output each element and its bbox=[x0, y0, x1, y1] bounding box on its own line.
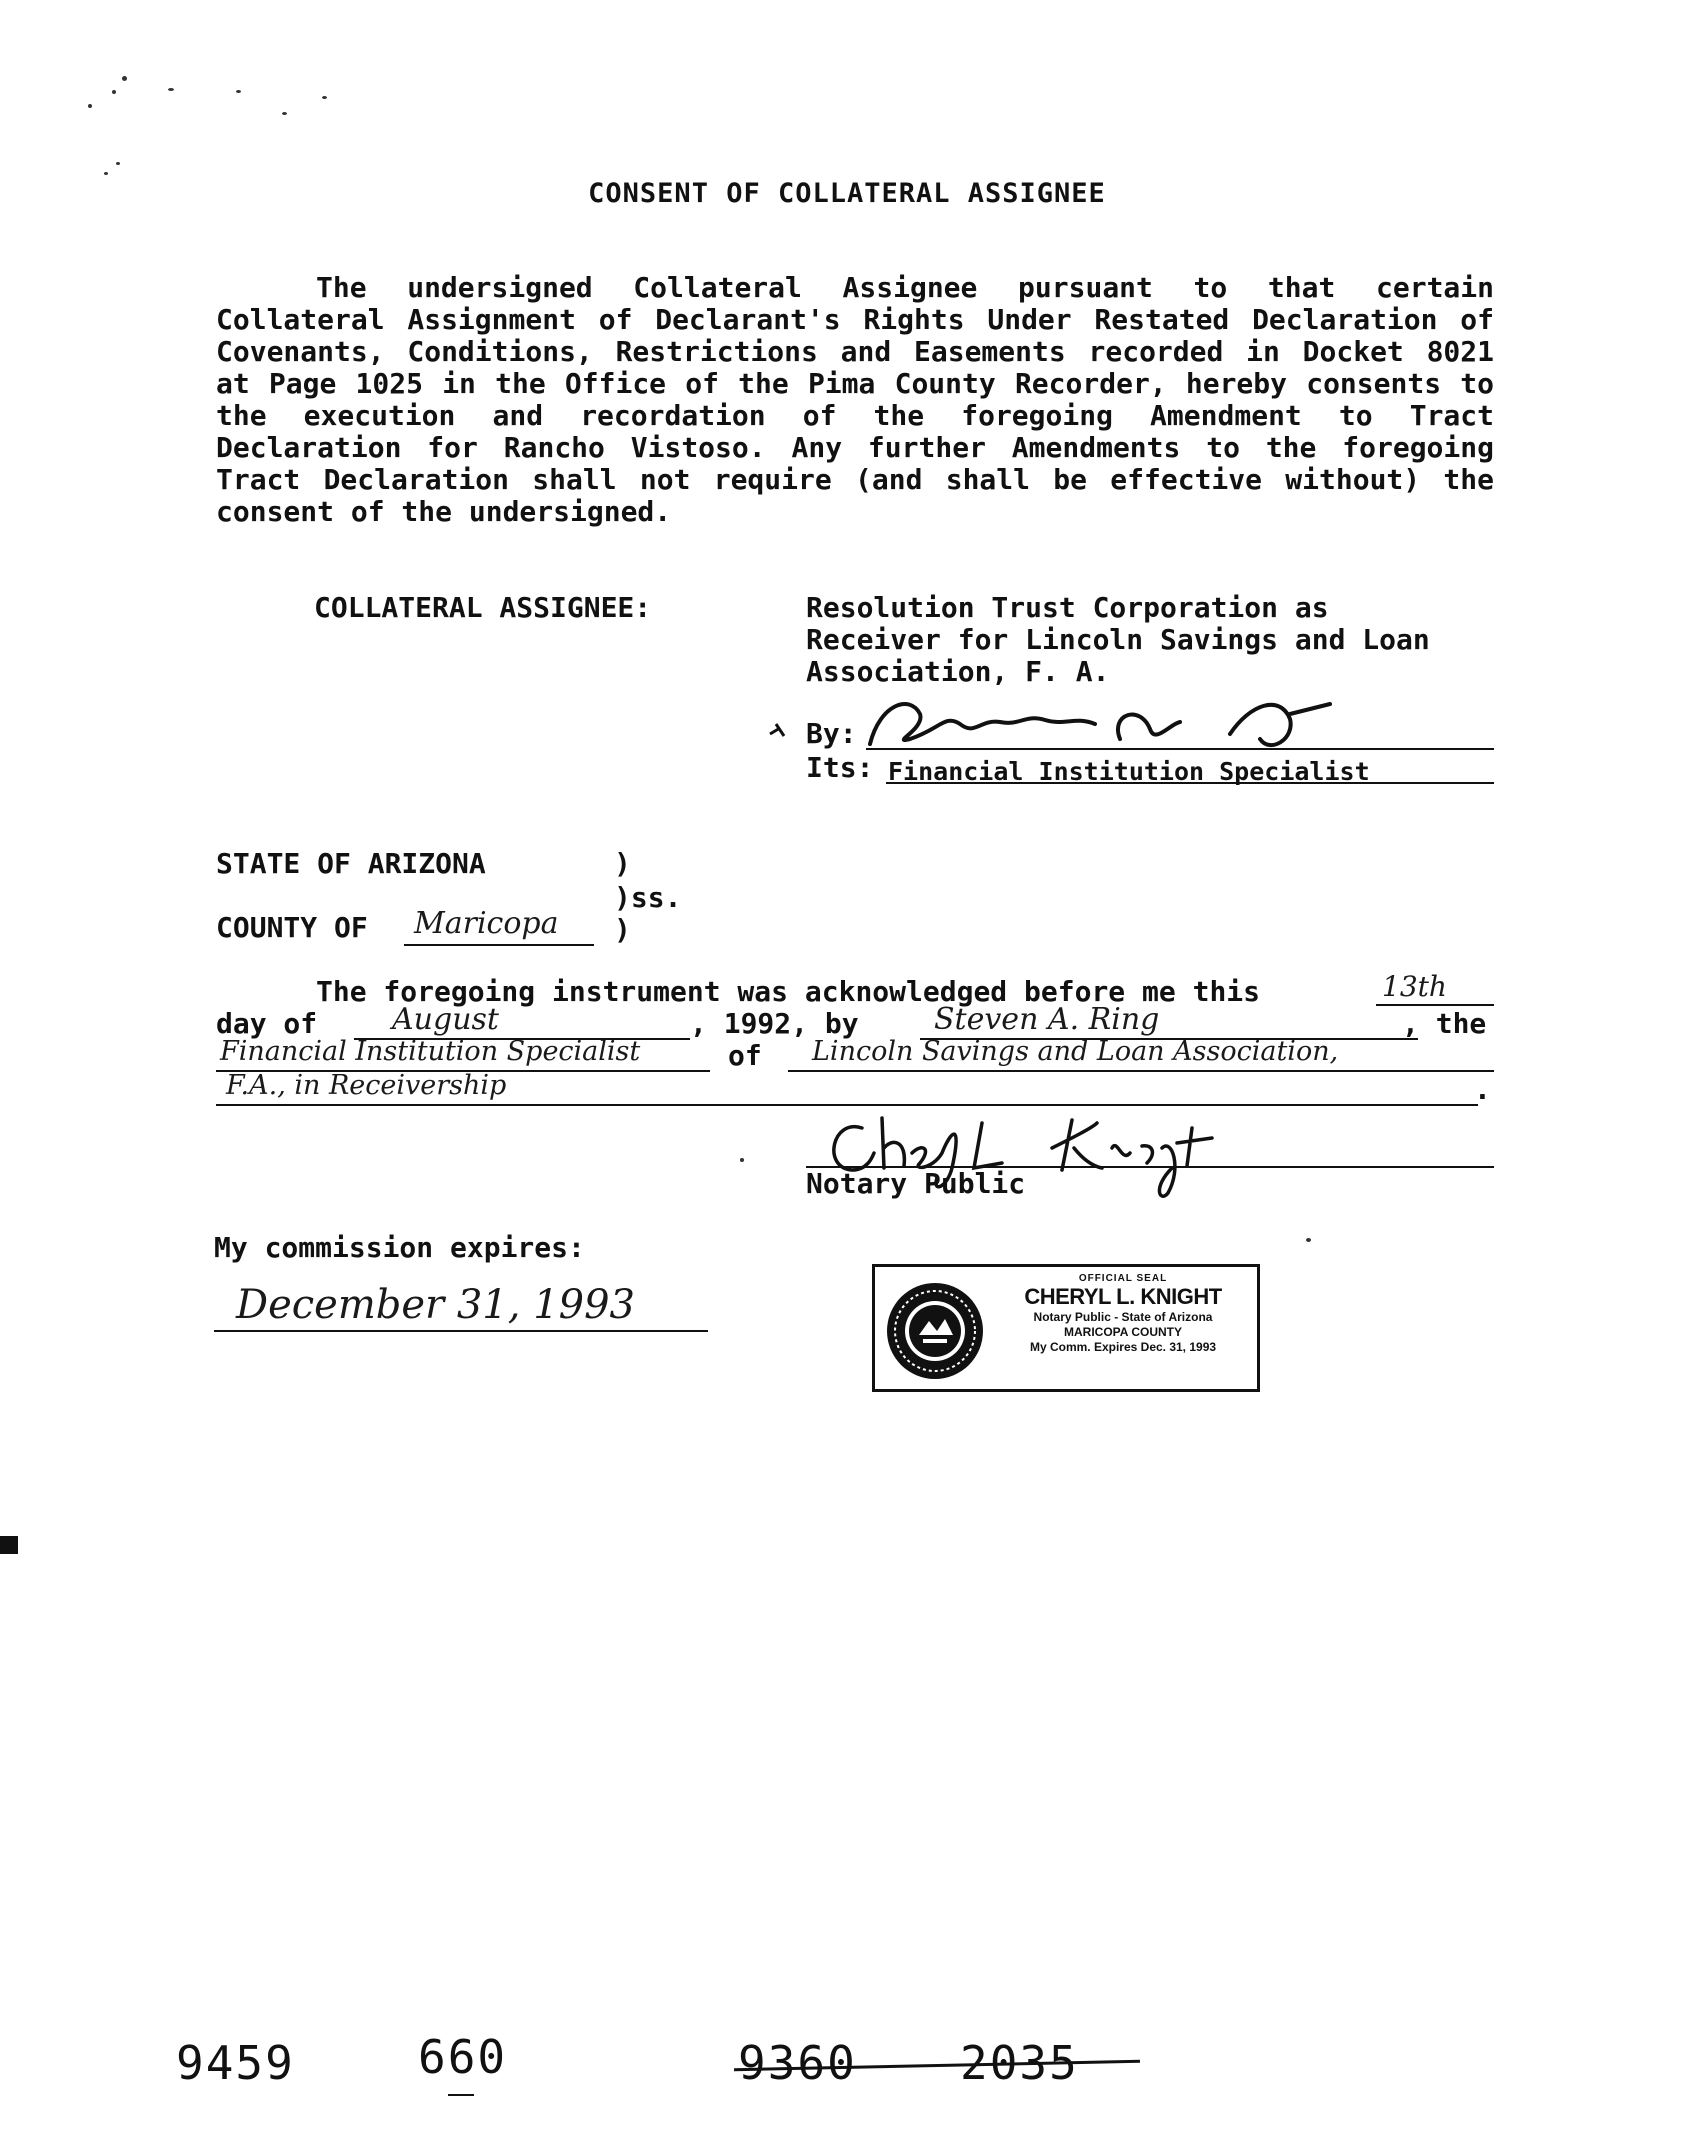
seal-line-2: CHERYL L. KNIGHT bbox=[1024, 1284, 1222, 1309]
venue-ss: )ss. bbox=[614, 881, 682, 914]
commission-date: December 31, 1993 bbox=[236, 1282, 635, 1328]
venue-paren-1: ) bbox=[614, 847, 631, 880]
consent-paragraph: The undersigned Collateral Assignee pursuant to that certain Collateral Assignment of Declarant's Rights Under Restated Declaration of Covenants, Conditions, Restrictions and Easements recorded in Docket 8021 at Page 1025 in the Office of the Pima County Recorder, hereby consents to the execution and recordation of the foregoing Amendment to Tract Declaration for Rancho Vistoso. Any further Amendments to the foregoing Tract Declaration shall not require (and shall be effective without) the consent of the undersigned. bbox=[216, 271, 1494, 528]
its-value: Financial Institution Specialist bbox=[888, 757, 1370, 786]
commission-line bbox=[214, 1330, 708, 1332]
seal-line-4: MARICOPA COUNTY bbox=[1064, 1325, 1182, 1339]
scan-speck bbox=[122, 76, 127, 81]
scan-speck bbox=[88, 104, 92, 108]
scan-edge-mark bbox=[0, 1536, 18, 1554]
state-seal-emblem-icon bbox=[883, 1279, 987, 1383]
venue-paren-3: ) bbox=[614, 913, 631, 946]
ack-entity-cont-line bbox=[216, 1104, 1478, 1106]
seal-line-3: Notary Public - State of Arizona bbox=[1033, 1310, 1213, 1324]
scan-speck bbox=[112, 90, 116, 94]
assignee-name: Resolution Trust Corporation as Receiver for Lincoln Savings and Loan Association, F. A. bbox=[806, 591, 1430, 688]
ack-person: Steven A. Ring bbox=[934, 1002, 1160, 1037]
footer-number-2-underline bbox=[448, 2094, 474, 2096]
by-label: By: bbox=[806, 717, 857, 750]
state-label: STATE OF ARIZONA bbox=[216, 847, 486, 880]
ack-line-1: The foregoing instrument was acknowledged before me this bbox=[316, 975, 1261, 1008]
ack-month: August bbox=[392, 1002, 499, 1037]
ack-the: , the bbox=[1402, 1007, 1487, 1040]
ack-entity-line bbox=[788, 1070, 1494, 1072]
scan-speck bbox=[104, 172, 108, 175]
scan-speck bbox=[116, 162, 120, 165]
notary-public-label: Notary Public bbox=[806, 1167, 1026, 1200]
its-line bbox=[886, 782, 1494, 784]
ack-title: Financial Institution Specialist bbox=[220, 1036, 641, 1067]
seal-text bbox=[991, 1273, 1255, 1355]
assignee-signature bbox=[850, 684, 1370, 764]
ack-day-of: day of bbox=[216, 1007, 318, 1040]
its-label: Its: bbox=[806, 751, 874, 784]
ack-of: of bbox=[728, 1039, 762, 1072]
footer-number-1: 9459 bbox=[176, 2036, 295, 2090]
document-title: CONSENT OF COLLATERAL ASSIGNEE bbox=[588, 178, 1106, 209]
ack-year-by: , 1992, by bbox=[690, 1007, 859, 1040]
ack-period: . bbox=[1474, 1073, 1491, 1106]
scan-speck bbox=[740, 1158, 744, 1162]
footer-number-4-struck: 2035 bbox=[960, 2036, 1079, 2090]
ack-day-line bbox=[1376, 1004, 1494, 1006]
scan-speck bbox=[1306, 1238, 1311, 1242]
seal-line-1: OFFICIAL SEAL bbox=[1078, 1273, 1168, 1284]
scan-speck bbox=[282, 112, 287, 115]
county-label: COUNTY OF bbox=[216, 911, 368, 944]
scan-speck bbox=[322, 96, 327, 99]
scan-speck bbox=[168, 88, 174, 91]
footer-number-2: 660 bbox=[418, 2030, 508, 2084]
seal-line-5: My Comm. Expires Dec. 31, 1993 bbox=[1029, 1340, 1217, 1354]
commission-label: My commission expires: bbox=[214, 1231, 585, 1264]
ack-day: 13th bbox=[1382, 970, 1447, 1003]
county-value: Maricopa bbox=[414, 906, 559, 941]
collateral-assignee-label: COLLATERAL ASSIGNEE: bbox=[314, 591, 652, 624]
notary-seal-stamp bbox=[872, 1264, 1260, 1392]
county-line bbox=[404, 944, 594, 946]
footer-number-3-struck: 9360 bbox=[738, 2036, 857, 2090]
ack-entity: Lincoln Savings and Loan Association, bbox=[812, 1036, 1339, 1067]
scan-speck bbox=[236, 90, 241, 93]
ack-entity-cont: F.A., in Receivership bbox=[226, 1070, 507, 1101]
